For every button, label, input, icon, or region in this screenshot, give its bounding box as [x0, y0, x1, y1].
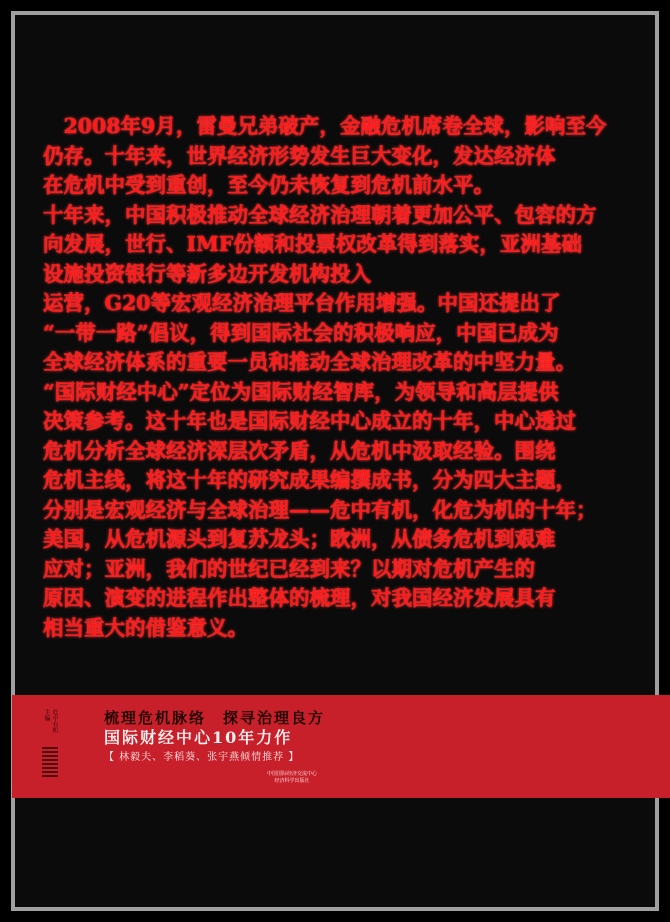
body-line: 决策参考。这十年也是国际财经中心成立的十年，中心透过 [43, 409, 576, 433]
banner-title: 国际财经中心10年力作 [104, 728, 293, 747]
publisher-line: 经济科学出版社 [274, 778, 310, 784]
body-line: 十年来，中国积极推动全球经济治理朝着更加公平、包容的方 [43, 202, 597, 227]
body-line: 应对；亚洲，我们的世纪已经到来？以期对危机产生的 [43, 556, 535, 581]
body-line: 危机分析全球经济深层次矛盾，从危机中汲取经验。围绕 [43, 438, 556, 463]
body-line: 全球经济体系的重要一员和推动全球治理改革的中坚力量。 [43, 350, 576, 374]
banner-slogan: 梳理危机脉络 探寻治理良方 [104, 709, 326, 727]
banner-side-text: 危中有机 主编 [43, 709, 58, 733]
publisher-line: 中国国际经济交流中心 [266, 771, 317, 777]
body-line: 仍存。十年来，世界经济形势发生巨大变化，发达经济体 [43, 143, 556, 168]
body-line: 原因、演变的进程作出整体的梳理，对我国经济发展具有 [43, 586, 556, 610]
body-line: 2008年9月，雷曼兄弟破产，金融危机席卷全球，影响至今 [43, 114, 607, 138]
body-line: 设施投资银行等新多边开发机构投入 [43, 261, 371, 286]
body-line: 运营，G20等宏观经济治理平台作用增强。中国还提出了 [43, 291, 561, 315]
book-banner [12, 695, 670, 798]
body-line: 向发展，世行、IMF份额和投票权改革得到落实，亚洲基础 [43, 232, 582, 256]
banner-endorsement: 【 林毅夫、李稻葵、张宇燕倾情推荐 】 [104, 752, 300, 763]
body-line: 危机主线，将这十年的研究成果编撰成书，分为四大主题， [43, 468, 576, 492]
body-line: 在危机中受到重创，至今仍未恢复到危机前水平。 [43, 173, 494, 197]
body-line: 相当重大的借鉴意义。 [43, 615, 248, 640]
banner-publisher [12, 771, 670, 785]
body-line: 分别是宏观经济与全球治理——危中有机，化危为机的十年； [43, 497, 597, 522]
body-line: “一带一路”倡议，得到国际社会的积极响应，中国已成为 [43, 320, 559, 345]
body-line: “国际财经中心”定位为国际财经智库，为领导和高层提供 [43, 379, 559, 404]
body-text [43, 112, 663, 643]
body-line: 美国，从危机源头到复苏龙头；欧洲，从债务危机到艰难 [43, 527, 556, 551]
